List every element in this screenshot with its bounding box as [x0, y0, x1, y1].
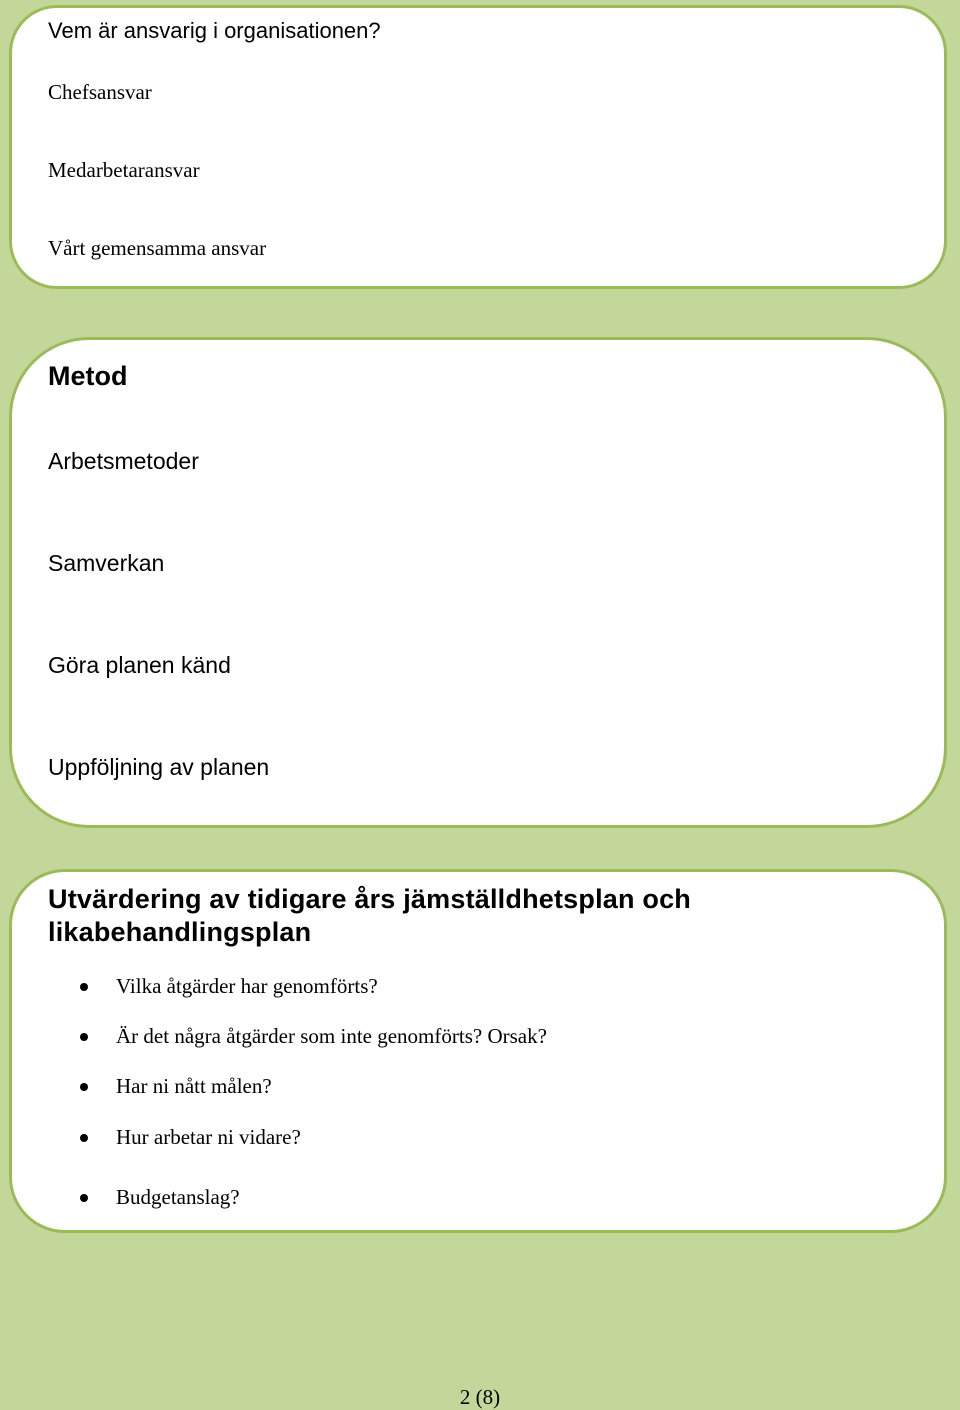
evaluation-heading-line-1: Utvärdering av tidigare års jämställdhetsplan och [48, 884, 691, 914]
list-item-text: Budgetanslag? [116, 1185, 240, 1209]
method-item-work-methods: Arbetsmetoder [48, 448, 199, 474]
bullet-icon [80, 1033, 88, 1041]
bullet-icon [80, 983, 88, 991]
method-item-make-plan-known: Göra planen känd [48, 652, 231, 678]
list-item [116, 974, 378, 999]
method-item-follow-up: Uppföljning av planen [48, 754, 270, 780]
method-item-cooperation: Samverkan [48, 550, 165, 576]
list-item [116, 1074, 272, 1099]
page-number: 2 (8) [459, 1385, 501, 1409]
list-item [116, 1125, 301, 1150]
list-item [116, 1185, 240, 1210]
responsibility-item-employee: Medarbetaransvar [48, 158, 200, 182]
bullet-icon [80, 1134, 88, 1142]
list-item-text: Vilka åtgärder har genomförts? [116, 974, 378, 998]
responsibility-heading: Vem är ansvarig i organisationen? [48, 18, 381, 43]
bullet-icon [80, 1083, 88, 1091]
list-item-text: Har ni nått målen? [116, 1074, 272, 1098]
evaluation-heading [48, 883, 691, 949]
list-item-text: Är det några åtgärder som inte genomförts? Orsak? [116, 1024, 547, 1048]
evaluation-heading-line-2: likabehandlingsplan [48, 917, 312, 947]
responsibility-item-manager: Chefsansvar [48, 80, 152, 104]
list-item-text: Hur arbetar ni vidare? [116, 1125, 301, 1149]
bullet-icon [80, 1194, 88, 1202]
responsibility-item-shared: Vårt gemensamma ansvar [48, 236, 267, 260]
list-item [116, 1024, 547, 1049]
method-heading: Metod [48, 361, 128, 391]
